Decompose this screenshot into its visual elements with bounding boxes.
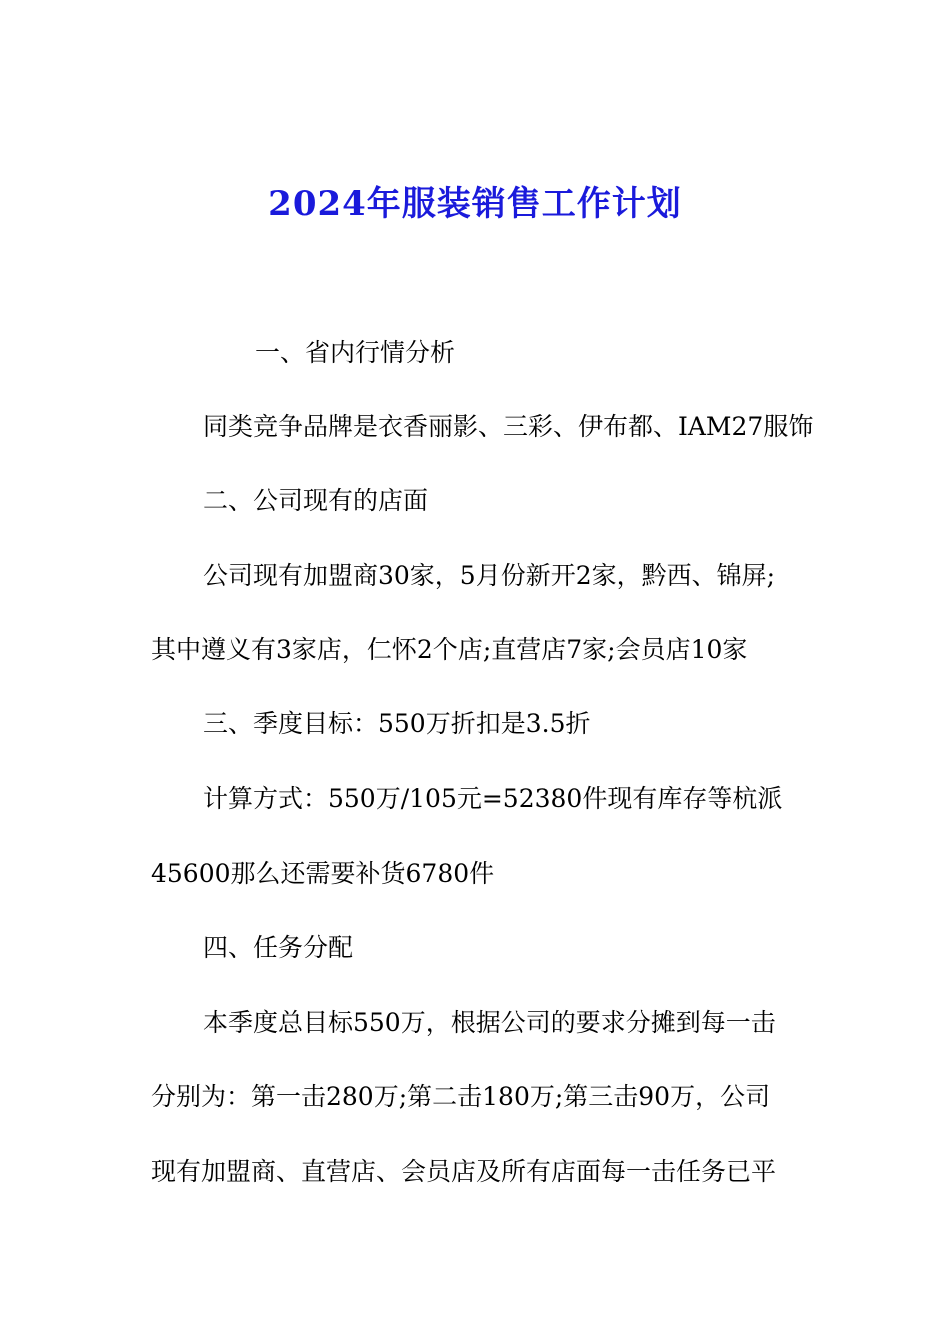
paragraph-line: 分别为：第一击280万;第二击180万;第三击90万，公司 xyxy=(151,1082,771,1111)
paragraph-line: 同类竞争品牌是衣香丽影、三彩、伊布都、IAM27服饰 xyxy=(203,412,814,441)
paragraph-line: 计算方式：550万/105元=52380件现有库存等杭派 xyxy=(203,784,783,813)
section-heading-4: 四、任务分配 xyxy=(203,933,354,962)
section-heading-2: 二、公司现有的店面 xyxy=(203,486,429,515)
section-heading-1: 一、省内行情分析 xyxy=(255,338,456,367)
paragraph-line: 现有加盟商、直营店、会员店及所有店面每一击任务已平 xyxy=(151,1157,777,1186)
paragraph-line: 45600那么还需要补货6780件 xyxy=(151,859,495,888)
section-heading-3: 三、季度目标：550万折扣是3.5折 xyxy=(203,709,591,738)
document-title: 2024年服装销售工作计划 xyxy=(268,184,682,224)
paragraph-line: 其中遵义有3家店，仁怀2个店;直营店7家;会员店10家 xyxy=(151,635,748,664)
paragraph-line: 公司现有加盟商30家，5月份新开2家，黔西、锦屏; xyxy=(203,561,776,590)
paragraph-line: 本季度总目标550万，根据公司的要求分摊到每一击 xyxy=(203,1008,776,1037)
